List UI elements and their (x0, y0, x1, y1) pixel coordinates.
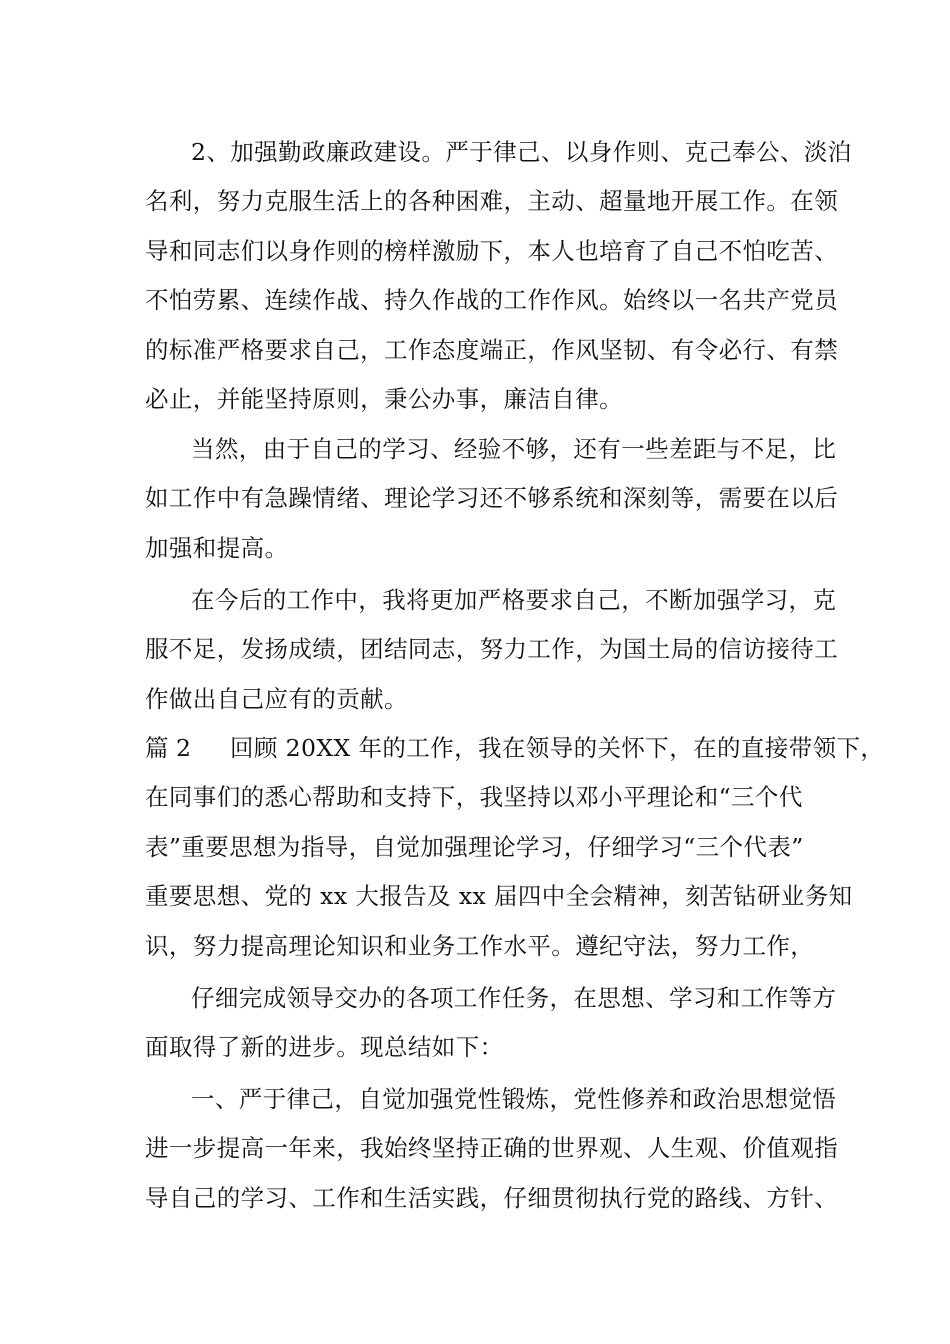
paragraph-6-line-1: 一、严于律己，自觉加强党性锻炼，党性修养和政治思想觉悟 (191, 1085, 837, 1113)
section-2-line-2: 在同事们的悉心帮助和支持下，我坚持以邓小平理论和“三个代 (145, 783, 803, 811)
section-2-line-5: 识，努力提高理论知识和业务工作水平。遵纪守法，努力工作， (145, 932, 815, 960)
paragraph-2-line-3: 加强和提高。 (145, 534, 289, 562)
paragraph-6-line-2: 进一步提高一年来，我始终坚持正确的世界观、人生观、价值观指 (145, 1134, 839, 1162)
paragraph-1-line-4: 不怕劳累、连续作战、持久作战的工作作风。始终以一名共产党员 (145, 286, 839, 314)
section-2-line-3: 表”重要思想为指导，自觉加强理论学习，仔细学习“三个代表” (145, 833, 804, 861)
paragraph-1-line-3: 导和同志们以身作则的榜样激励下，本人也培育了自己不怕吃苦、 (145, 237, 839, 265)
paragraph-1-line-5: 的标准严格要求自己，工作态度端正，作风坚韧、有令必行、有禁 (145, 336, 839, 364)
paragraph-1-line-6: 必止，并能坚持原则，秉公办事，廉洁自律。 (145, 385, 623, 413)
paragraph-6-line-3: 导自己的学习、工作和生活实践，仔细贯彻执行党的路线、方针、 (145, 1184, 839, 1212)
section-2-line-4: 重要思想、党的 xx 大报告及 xx 届四中全会精神，刻苦钻研业务知 (145, 882, 853, 910)
paragraph-5-line-1: 仔细完成领导交办的各项工作任务，在思想、学习和工作等方 (191, 984, 837, 1012)
section-2-line-1: 回顾 20XX 年的工作，我在领导的关怀下，在的直接带领下， (230, 734, 885, 762)
paragraph-3-line-2: 服不足，发扬成绩，团结同志，努力工作，为国土局的信访接待工 (145, 635, 839, 663)
paragraph-3-line-1: 在今后的工作中，我将更加严格要求自己，不断加强学习，克 (191, 586, 837, 614)
paragraph-3-line-3: 作做出自己应有的贡献。 (145, 685, 408, 713)
section-label: 篇 2 (145, 734, 191, 762)
paragraph-2-line-2: 如工作中有急躁情绪、理论学习还不够系统和深刻等，需要在以后 (145, 484, 839, 512)
paragraph-1-line-1: 2、加强勤政廉政建设。严于律己、以身作则、克己奉公、淡泊 (191, 138, 852, 166)
paragraph-5-line-2: 面取得了新的进步。现总结如下： (145, 1033, 504, 1061)
paragraph-2-line-1: 当然，由于自己的学习、经验不够，还有一些差距与不足，比 (191, 435, 837, 463)
paragraph-1-line-2: 名利，努力克服生活上的各种困难，主动、超量地开展工作。在领 (145, 187, 839, 215)
